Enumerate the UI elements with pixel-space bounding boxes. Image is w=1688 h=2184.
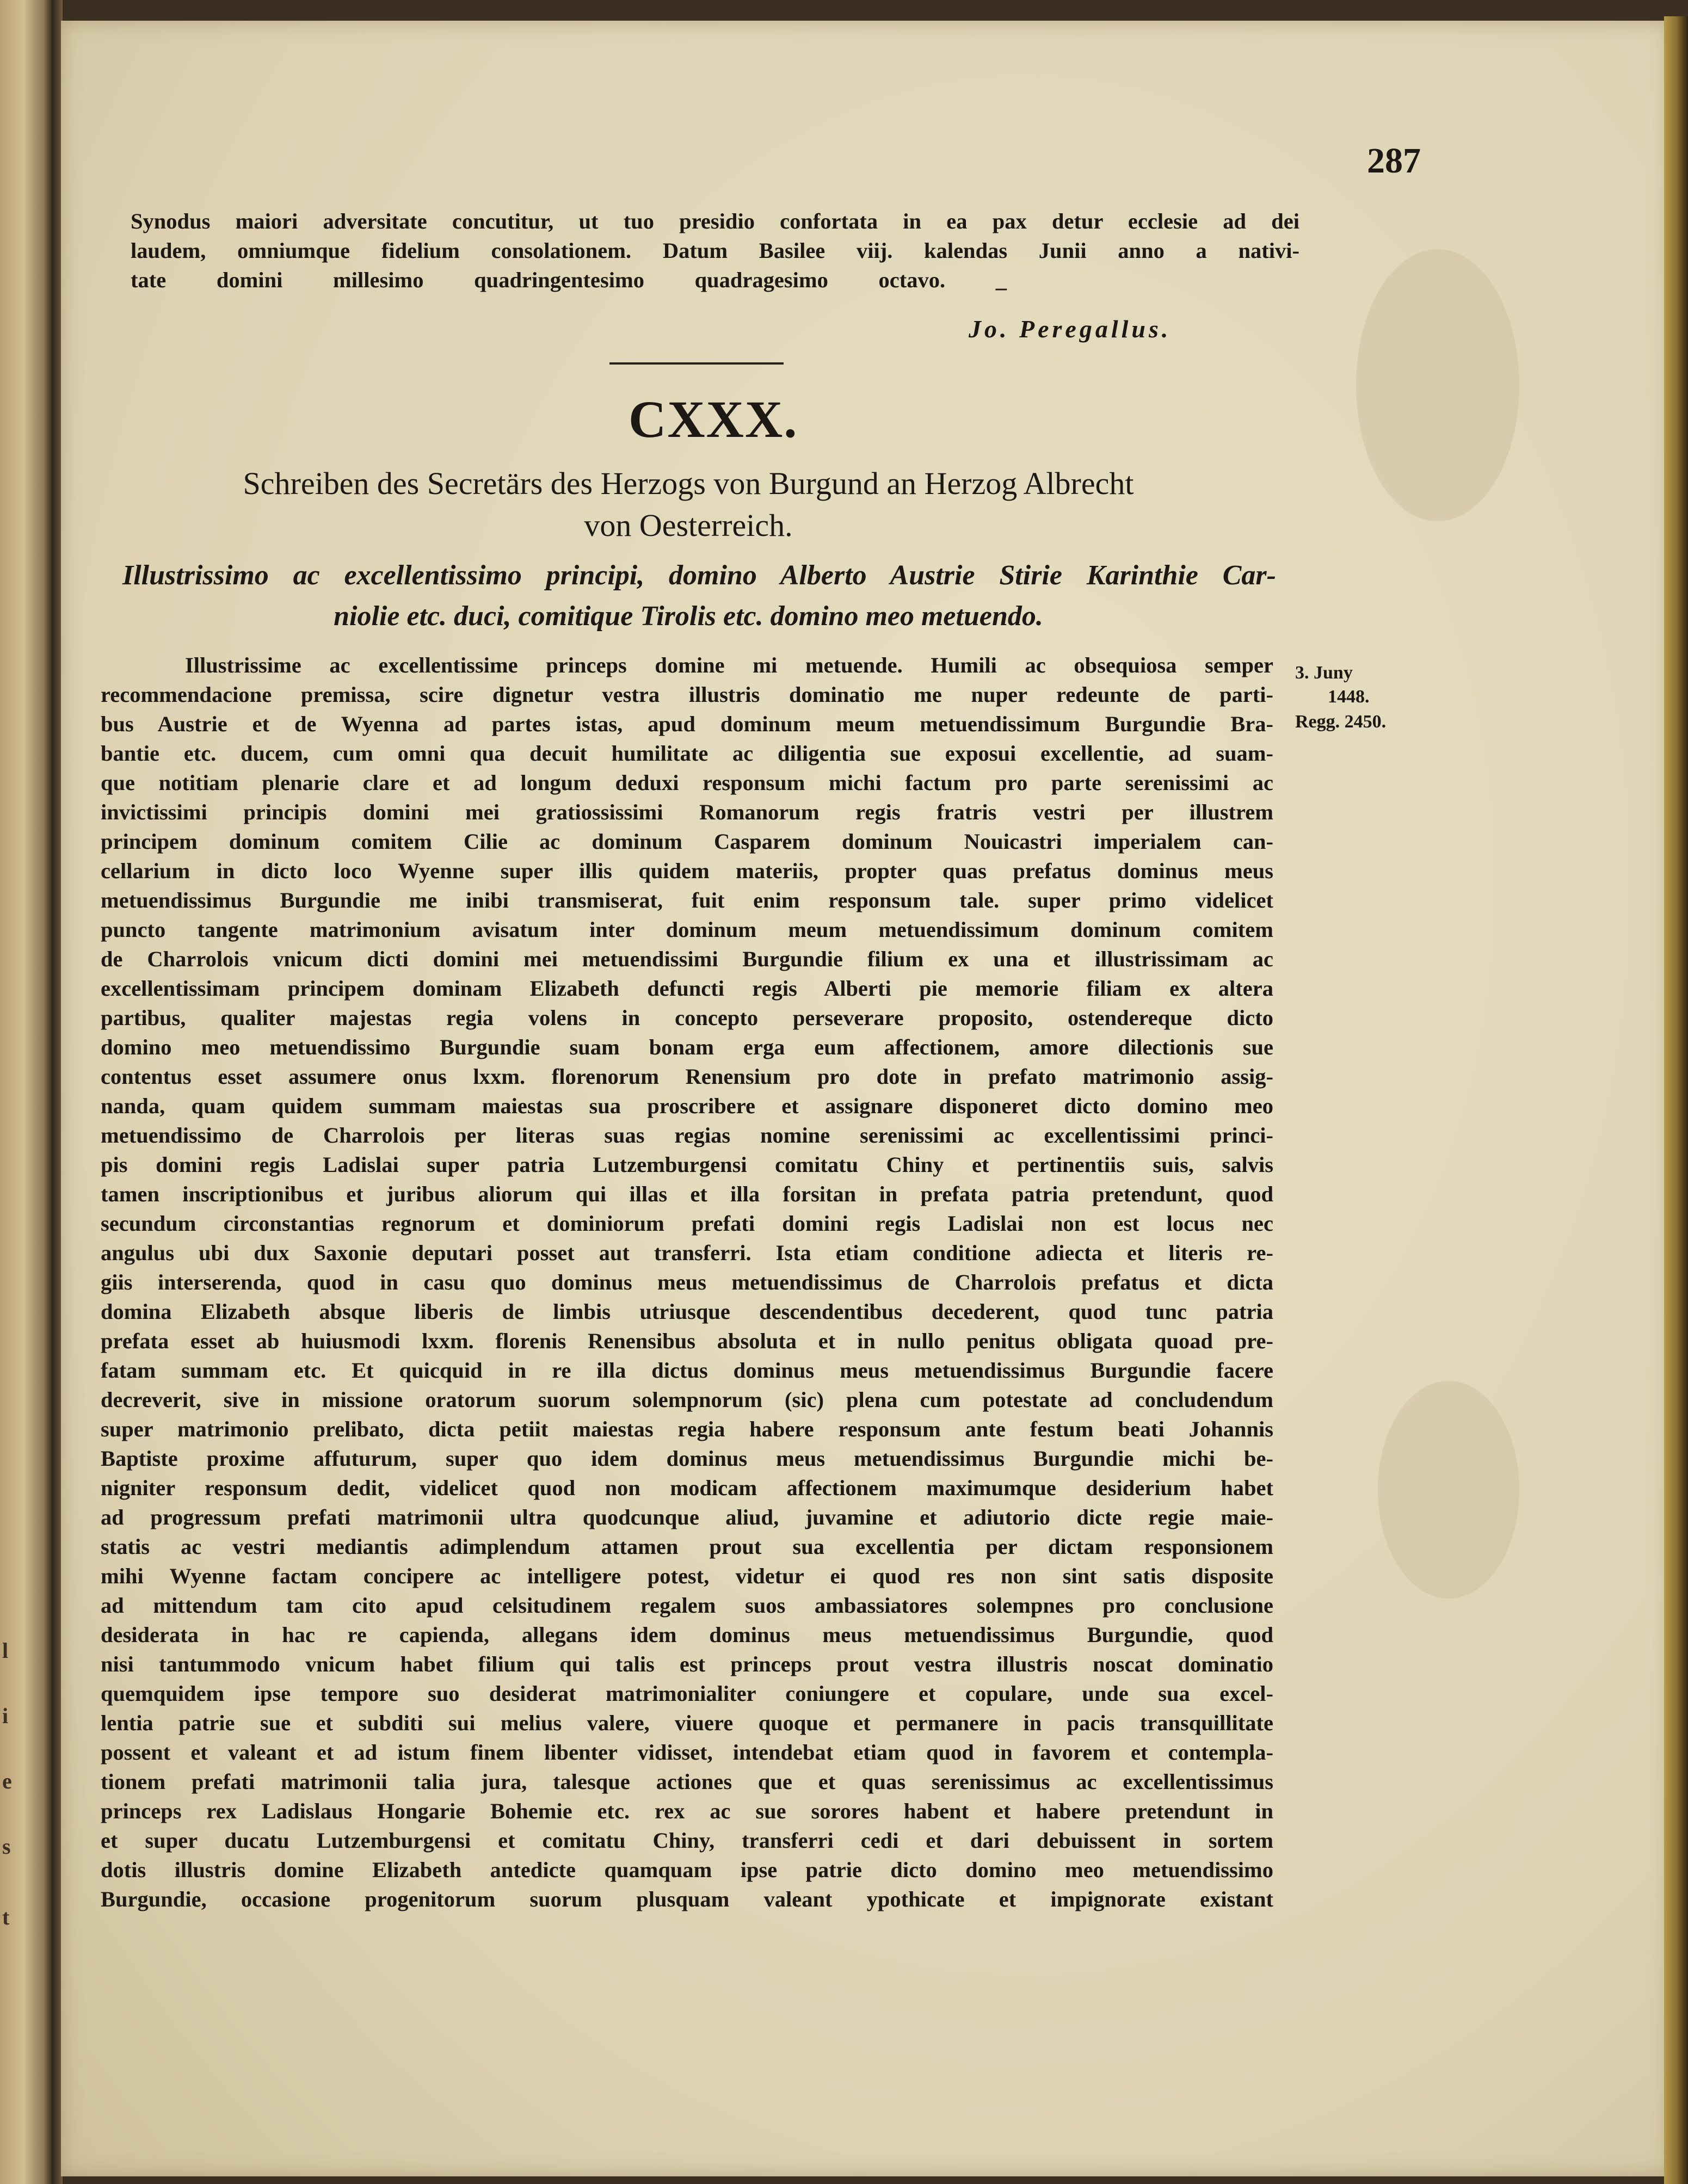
body-text-line: partibus, qualiter majestas regia volens in concepto perseverare proposito, ostendereque dicto: [101, 1005, 1273, 1030]
body-text-line: pis domini regis Ladislai super patria Lutzemburgensi comitatu Chiny et pertinentiis suis, salvis: [101, 1152, 1273, 1177]
body-text-line: ad progressum prefati matrimonii ultra quodcunque aliud, juvamine et adiutorio dicte regie maie-: [101, 1505, 1273, 1529]
body-text-line: Baptiste proxime affuturum, super quo idem dominus meus metuendissimus Burgundie michi be-: [101, 1446, 1273, 1471]
adjacent-page-edge: [0, 0, 52, 2184]
body-text-line: princeps rex Ladislaus Hongarie Bohemie etc. rex ac sue sorores habent et habere pretendunt in: [101, 1799, 1273, 1823]
section-divider: [609, 362, 784, 365]
body-text-line: lentia patrie sue et subditi sui melius valere, viuere quoque et permanere in pacis transquillitate: [101, 1711, 1273, 1735]
document-heading: von Oesterreich.: [584, 508, 793, 543]
body-text-line: prefata esset ab huiusmodi lxxm. florenis Renensibus absoluta et in nullo penitus obligata quoad pre-: [101, 1329, 1273, 1353]
body-text-line: quemquidem ipse tempore suo desiderat matrimonialiter coniungere et copulare, unde sua excel-: [101, 1681, 1273, 1706]
body-text-line: Illustrissime ac excellentissime princeps domine mi metuende. Humili ac obsequiosa semper: [185, 653, 1273, 677]
preceding-text-line: laudem, omniumque fidelium consolationem. Datum Basilee viij. kalendas Junii anno a nativi-: [131, 238, 1299, 263]
body-text-line: principem dominum comitem Cilie ac dominum Casparem dominum Nouicastri imperialem can-: [101, 829, 1273, 854]
body-text-line: mihi Wyenne factam concipere ac intelligere potest, videtur ei quod res non sint satis disposite: [101, 1564, 1273, 1588]
body-text-line: nanda, quam quidem summam maiestas sua proscribere et assignare disponeret dicto domino meo: [101, 1094, 1273, 1118]
body-text-line: Burgundie, occasione progenitorum suorum plusquam valeant ypothicate et impignorate existant: [101, 1887, 1273, 1911]
body-text-line: tionem prefati matrimonii talia jura, talesque actiones que et quas serenissimus ac excellentissimus: [101, 1769, 1273, 1794]
body-text-line: puncto tangente matrimonium avisatum inter dominum meum metuendissimum dominum comitem: [101, 917, 1273, 942]
preceding-text-line: tate domini millesimo quadringentesimo quadragesimo octavo. _: [131, 268, 1007, 292]
body-text-line: metuendissimus Burgundie me inibi transmiserat, fuit enim responsum tale. super primo videlicet: [101, 888, 1273, 912]
document-heading: Schreiben des Secretärs des Herzogs von Burgund an Herzog Albrecht: [243, 466, 1134, 501]
body-text-line: domino meo metuendissimo Burgundie suam bonam erga eum affectionem, amore dilectionis sue: [101, 1035, 1273, 1059]
preceding-text-line: Synodus maiori adversitate concutitur, ut tuo presidio confortata in ea pax detur ecclesie ad dei: [131, 209, 1299, 233]
signature-line: Jo. Peregallus.: [969, 315, 1172, 343]
body-text-line: tamen inscriptionibus et juribus aliorum qui illas et illa forsitan in prefata patria pretendunt, quod: [101, 1182, 1273, 1206]
body-text-line: bantie etc. ducem, cum omni qua decuit humilitate ac diligentia sue exposui excellentie, ad suam-: [101, 741, 1273, 766]
adjacent-page-fragment: i: [2, 1704, 9, 1728]
body-text-line: fatam summam etc. Et quicquid in re illa dictus dominus meus metuendissimus Burgundie facere: [101, 1358, 1273, 1383]
body-text-line: angulus ubi dux Saxonie deputari posset aut transferri. Ista etiam conditione adiecta et literis re-: [101, 1241, 1273, 1265]
body-text-line: secundum circonstantias regnorum et dominiorum prefati domini regis Ladislai non est locus nec: [101, 1211, 1273, 1236]
address-line: Illustrissimo ac excellentissimo principi, domino Alberto Austrie Stirie Karinthie Car-: [122, 560, 1276, 591]
page-number: 287: [1367, 141, 1421, 181]
body-text-line: super matrimonio prelibato, dicta petiit maiestas regia habere responsum ante festum beati Johannis: [101, 1417, 1273, 1441]
body-text-line: excellentissimam principem dominam Elizabeth defuncti regis Alberti pie memorie filiam ex altera: [101, 976, 1273, 1001]
body-text-line: de Charrolois vnicum dicti domini mei metuendissimi Burgundie filium ex una et illustrissimam ac: [101, 947, 1273, 971]
body-text-line: metuendissimo de Charrolois per literas suas regias nomine serenissimi ac excellentissimi princi-: [101, 1123, 1273, 1147]
page-edge: [1664, 16, 1688, 2184]
body-text-line: recommendacione premissa, scire dignetur vestra illustris dominatio me nuper redeunte de parti-: [101, 682, 1273, 707]
body-text-line: bus Austrie et de Wyenna ad partes istas, apud dominum meum metuendissimum Burgundie Bra-: [101, 712, 1273, 736]
body-text-line: dotis illustris domine Elizabeth antedicte quamquam ipse patrie dicto domino meo metuendissimo: [101, 1858, 1273, 1882]
address-line: niolie etc. duci, comitique Tirolis etc. domino meo metuendo.: [334, 601, 1043, 632]
body-text-line: et super ducatu Lutzemburgensi et comitatu Chiny, transferri cedi et dari debuissent in sortem: [101, 1828, 1273, 1853]
body-text-line: possent et valeant et ad istum finem libenter vidisset, intendebat etiam quod in favorem et contempla-: [101, 1740, 1273, 1765]
margin-year: 1448.: [1328, 687, 1370, 707]
body-text-line: ad mittendum tam cito apud celsitudinem regalem suos ambassiatores solempnes pro conclusione: [101, 1593, 1273, 1618]
body-text-line: desiderata in hac re capienda, allegans idem dominus meus metuendissimus Burgundie, quod: [101, 1622, 1273, 1647]
body-text-line: contentus esset assumere onus lxxm. florenorum Renensium pro dote in prefato matrimonio assig-: [101, 1064, 1273, 1089]
margin-regesta-reference: Regg. 2450.: [1295, 712, 1387, 732]
adjacent-page-fragment: l: [2, 1638, 9, 1663]
adjacent-page-fragment: t: [2, 1905, 10, 1929]
adjacent-page-fragment: e: [2, 1769, 12, 1793]
body-text-line: giis interserenda, quod in casu quo dominus meus metuendissimus de Charrolois prefatus et dicta: [101, 1270, 1273, 1294]
body-text-line: statis ac vestri mediantis adimplendum attamen prout sua excellentia per dictam responsionem: [101, 1534, 1273, 1559]
body-text-line: nisi tantummodo vnicum habet filium qui talis est princeps prout vestra illustris noscat dominatio: [101, 1652, 1273, 1676]
body-text-line: que notitiam plenarie clare et ad longum deduxi responsum michi factum pro parte serenissimi ac: [101, 770, 1273, 795]
body-text-line: cellarium in dicto loco Wyenne super illis quidem materiis, propter quas prefatus dominus meus: [101, 859, 1273, 883]
body-text-line: nigniter responsum dedit, videlicet quod non modicam affectionem maximumque desiderium habet: [101, 1476, 1273, 1500]
body-text-line: invictissimi principis domini mei gratiossissimi Romanorum regis fratris vestri per illustrem: [101, 800, 1273, 824]
adjacent-page-fragment: s: [2, 1834, 11, 1859]
body-text-line: domina Elizabeth absque liberis de limbis utriusque descendentibus decederent, quod tunc patria: [101, 1299, 1273, 1324]
document-number: CXXX.: [629, 390, 798, 448]
margin-date: 3. Juny: [1295, 663, 1353, 683]
body-text-line: decreverit, sive in missione oratorum suorum solempnorum (sic) plena cum potestate ad concludendum: [101, 1387, 1273, 1412]
